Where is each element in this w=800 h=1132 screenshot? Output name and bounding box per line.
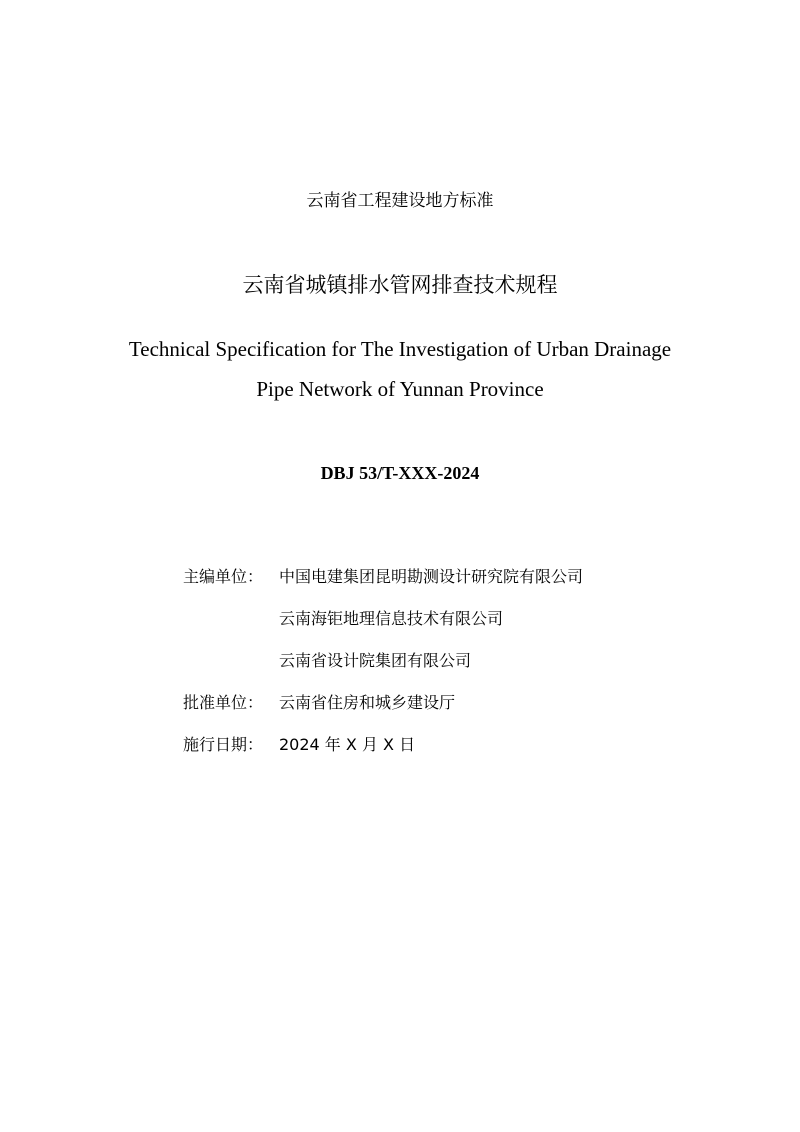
standard-category: 云南省工程建设地方标准	[306, 191, 494, 211]
approval-label: 批准单位：	[183, 693, 264, 712]
approval-unit: 云南省住房和城乡建设厅	[279, 693, 456, 712]
effective-date-label: 施行日期：	[183, 735, 264, 754]
document-title-english-line-2: Pipe Network of Yunnan Province	[256, 377, 544, 401]
chief-editor-row	[183, 562, 763, 604]
document-title-english-line-1: Technical Specification for The Investigation of Urban Drainage	[128, 337, 672, 361]
effective-date-value: 2024 年 X 月 X 日	[279, 735, 416, 754]
chief-editor-unit: 中国电建集团昆明勘测设计研究院有限公司	[279, 567, 584, 586]
document-info-block	[183, 562, 763, 772]
chief-editor-row	[183, 604, 763, 646]
document-title-chinese: 云南省城镇排水管网排查技术规程	[242, 273, 558, 297]
chief-editor-row	[183, 646, 763, 688]
effective-date-row	[183, 730, 763, 772]
standard-code: DBJ 53/T-XXX-2024	[320, 463, 480, 483]
chief-editor-unit: 云南省设计院集团有限公司	[279, 651, 472, 670]
approval-row	[183, 688, 763, 730]
chief-editor-label: 主编单位：	[183, 567, 264, 586]
chief-editor-unit: 云南海钜地理信息技术有限公司	[279, 609, 504, 628]
